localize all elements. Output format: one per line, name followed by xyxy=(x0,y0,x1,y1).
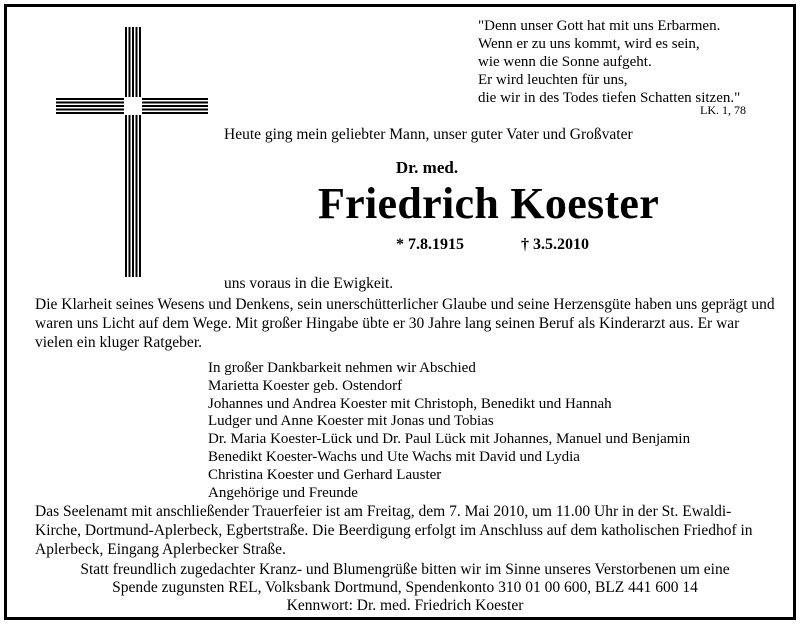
mourner-line: In großer Dankbarkeit nehmen wir Abschied xyxy=(208,360,476,376)
verse-line: wie wenn die Sonne aufgeht. xyxy=(478,54,652,70)
mourner-line: Johannes und Andrea Koester mit Christoph, Benedikt und Hannah xyxy=(208,395,612,412)
request-line: Spende zugunsten REL, Volksbank Dortmund, Spendenkonto 310 01 00 600, BLZ 441 600 14 xyxy=(112,579,698,596)
verse-line: Wenn er zu uns kommt, wird es sein, xyxy=(478,36,700,52)
death-date: † 3.5.2010 xyxy=(521,236,589,253)
mourners-list xyxy=(208,360,690,502)
bible-verse xyxy=(478,17,778,107)
mourner-line: Dr. Maria Koester-Lück und Dr. Paul Lück mit Johannes, Manuel und Benjamin xyxy=(208,431,691,448)
mourner-line: Angehörige und Freunde xyxy=(208,484,358,501)
donation-request xyxy=(35,561,775,615)
cross-icon xyxy=(56,27,208,277)
mourner-line: Christina Koester und Gerhard Lauster xyxy=(208,466,442,483)
service-paragraph: Das Seelenamt mit anschließender Trauerfeier ist am Freitag, dem 7. Mai 2010, um 11.00 Uhr in der St. Ewaldi-Kirche, Dortmund-Aplerbeck, Egbertstraße. Die Beerdigung erfolgt im Anschluss auf dem katholischen Friedhof in Aplerbeck, Eingang Aplerbecker Straße. xyxy=(35,503,753,558)
mourner-line: Marietta Koester geb. Ostendorf xyxy=(208,377,403,394)
mourner-line: Ludger und Anne Koester mit Jonas und Tobias xyxy=(208,413,494,430)
mourner-line: Benedikt Koester-Wachs und Ute Wachs mit David und Lydia xyxy=(208,448,580,465)
tribute-paragraph: Die Klarheit seines Wesens und Denkens, sein unerschütterlicher Glaube und seine Herzensgüte haben uns geprägt und waren uns Licht auf dem Wege. Mit großer Hingabe übte er 30 Jahre lang seinen Beruf als Kinderarzt aus. Er war vielen ein kluger Ratgeber. xyxy=(35,296,775,351)
verse-line: "Denn unser Gott hat mit uns Erbarmen. xyxy=(478,18,721,34)
verse-reference: LK. 1, 78 xyxy=(700,103,746,117)
eternity-text: uns voraus in die Ewigkeit. xyxy=(224,275,394,292)
verse-line: die wir in des Todes tiefen Schatten sitzen." xyxy=(478,90,741,106)
intro-text: Heute ging mein geliebter Mann, unser guter Vater und Großvater xyxy=(224,126,633,143)
verse-line: Er wird leuchten für uns, xyxy=(478,72,628,88)
deceased-name: Friedrich Koester xyxy=(318,179,660,228)
birth-date: * 7.8.1915 xyxy=(396,236,464,253)
deceased-title: Dr. med. xyxy=(395,158,459,177)
request-line: Kennwort: Dr. med. Friedrich Koester xyxy=(286,597,524,614)
request-line: Statt freundlich zugedachter Kranz- und Blumengrüße bitten wir im Sinne unseres Verstorbenen um eine xyxy=(80,561,730,578)
